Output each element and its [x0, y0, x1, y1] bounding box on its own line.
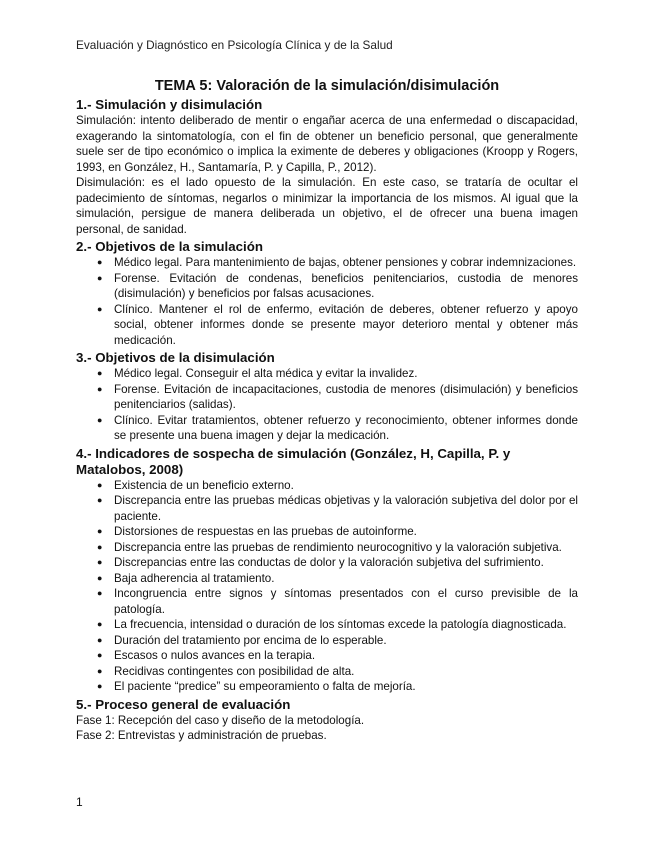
bullet-icon: ●	[97, 257, 103, 267]
bullet-icon: ●	[97, 526, 103, 536]
list-item-text: Existencia de un beneficio externo.	[114, 478, 294, 492]
list-item	[97, 382, 578, 413]
list-item	[97, 271, 578, 302]
list-item	[97, 302, 578, 349]
bullet-icon: ●	[97, 650, 103, 660]
section-5-heading: 5.- Proceso general de evaluación	[76, 696, 291, 712]
bullet-icon: ●	[97, 619, 103, 629]
list-item-text: Duración del tratamiento por encima de lo esperable.	[114, 633, 387, 647]
dissimulation-definition: Disimulación: es el lado opuesto de la simulación. En este caso, se trataría de ocultar el padecimiento de síntomas, negarlos o minimizar la importancia de los mismos. Al igual que la simulación, persigue de manera deliberada un objetivo, el de ofrecer una buena imagen personal, de sanidad.	[76, 176, 578, 236]
bullet-icon: ●	[97, 495, 103, 505]
phase-1: Fase 1: Recepción del caso y diseño de la metodología.	[76, 713, 365, 727]
simulation-objectives-list	[76, 255, 578, 348]
bullet-icon: ●	[97, 272, 103, 283]
list-item-text: Forense. Evitación de condenas, beneficios penitenciarios, custodia de menores (disimulación) y beneficios por falsas acusaciones.	[114, 271, 578, 300]
bullet-icon: ●	[97, 588, 103, 598]
list-item-text: Forense. Evitación de incapacitaciones, custodia de menores (disimulación) y beneficios penitenciarios (salidas).	[114, 382, 578, 411]
list-item	[97, 524, 578, 540]
list-item	[97, 366, 578, 382]
list-item	[97, 633, 578, 649]
list-item-text: Escasos o nulos avances en la terapia.	[114, 649, 316, 662]
list-item-text: Discrepancia entre las pruebas de rendimiento neurocognitivo y la valoración subjetiva.	[114, 540, 562, 554]
list-item-text: Discrepancias entre las conductas de dolor y la valoración subjetiva del sufrimiento.	[114, 556, 544, 569]
list-item-text: Distorsiones de respuestas en las pruebas de autoinforme.	[114, 525, 417, 538]
page-number: 1	[76, 795, 83, 809]
list-item	[97, 413, 578, 444]
bullet-icon: ●	[97, 557, 103, 567]
simulation-definition: Simulación: intento deliberado de mentir o engañar acerca de una enfermedad o discapacidad, exagerando la sintomatología, con el fin de obtener un beneficio personal, que generalmente suele ser de tipo económico o implica la eximente de deberes y obligaciones (Kroopp y Rogers, 1993, en González, H., Santamaría, P. y Capilla, P., 2012).	[76, 114, 578, 174]
section-4-heading: 4.- Indicadores de sospecha de simulación (González, H, Capilla, P. y Matalobos, 2008)	[76, 445, 511, 477]
bullet-icon: ●	[97, 414, 103, 425]
list-item-text: Baja adherencia al tratamiento.	[114, 571, 275, 585]
list-item	[97, 478, 578, 494]
list-item	[97, 255, 578, 271]
list-item	[97, 540, 578, 556]
bullet-icon: ●	[97, 383, 103, 394]
running-header: Evaluación y Diagnóstico en Psicología Clínica y de la Salud	[76, 38, 393, 52]
list-item-text: Clínico. Mantener el rol de enfermo, evitación de deberes, obtener refuerzo y apoyo social, obtener informes donde se presente mayor deterioro mental y obtener más medicación.	[114, 302, 578, 347]
list-item-text: Incongruencia entre signos y síntomas presentados con el curso previsible de la patología.	[114, 587, 578, 616]
list-item	[97, 586, 578, 617]
list-item-text: Recidivas contingentes con posibilidad de alta.	[114, 664, 355, 678]
bullet-icon: ●	[97, 541, 103, 552]
list-item-text: El paciente “predice” su empeoramiento o falta de mejoría.	[114, 680, 416, 693]
dissimulation-objectives-list	[76, 366, 578, 444]
bullet-icon: ●	[97, 303, 103, 314]
list-item-text: Discrepancia entre las pruebas médicas objetivas y la valoración subjetiva del dolor por el paciente.	[114, 494, 578, 523]
list-item	[97, 664, 578, 680]
document-body	[76, 77, 578, 744]
list-item	[97, 555, 578, 571]
bullet-icon: ●	[97, 665, 103, 676]
list-item-text: Médico legal. Para mantenimiento de bajas, obtener pensiones y cobrar indemnizaciones.	[114, 256, 577, 269]
section-2-heading: 2.- Objetivos de la simulación	[76, 239, 263, 254]
bullet-icon: ●	[97, 479, 103, 490]
suspicion-indicators-list	[76, 478, 578, 695]
list-item	[97, 648, 578, 664]
bullet-icon: ●	[97, 634, 103, 645]
list-item	[97, 571, 578, 587]
list-item	[97, 617, 578, 633]
bullet-icon: ●	[97, 572, 103, 583]
phase-2: Fase 2: Entrevistas y administración de pruebas.	[76, 729, 327, 742]
list-item	[97, 493, 578, 524]
bullet-icon: ●	[97, 681, 103, 691]
section-1-heading: 1.- Simulación y disimulación	[76, 97, 263, 112]
list-item-text: Clínico. Evitar tratamientos, obtener refuerzo y reconocimiento, obtener informes donde se presente una buena imagen y dejar la medicación.	[114, 413, 578, 442]
document-title: TEMA 5: Valoración de la simulación/disimulación	[154, 78, 500, 94]
list-item-text: Médico legal. Conseguir el alta médica y evitar la invalidez.	[114, 367, 418, 380]
bullet-icon: ●	[97, 368, 103, 378]
section-3-heading: 3.- Objetivos de la disimulación	[76, 350, 275, 365]
list-item-text: La frecuencia, intensidad o duración de los síntomas excede la patología diagnosticada.	[114, 618, 567, 631]
list-item	[97, 679, 578, 695]
